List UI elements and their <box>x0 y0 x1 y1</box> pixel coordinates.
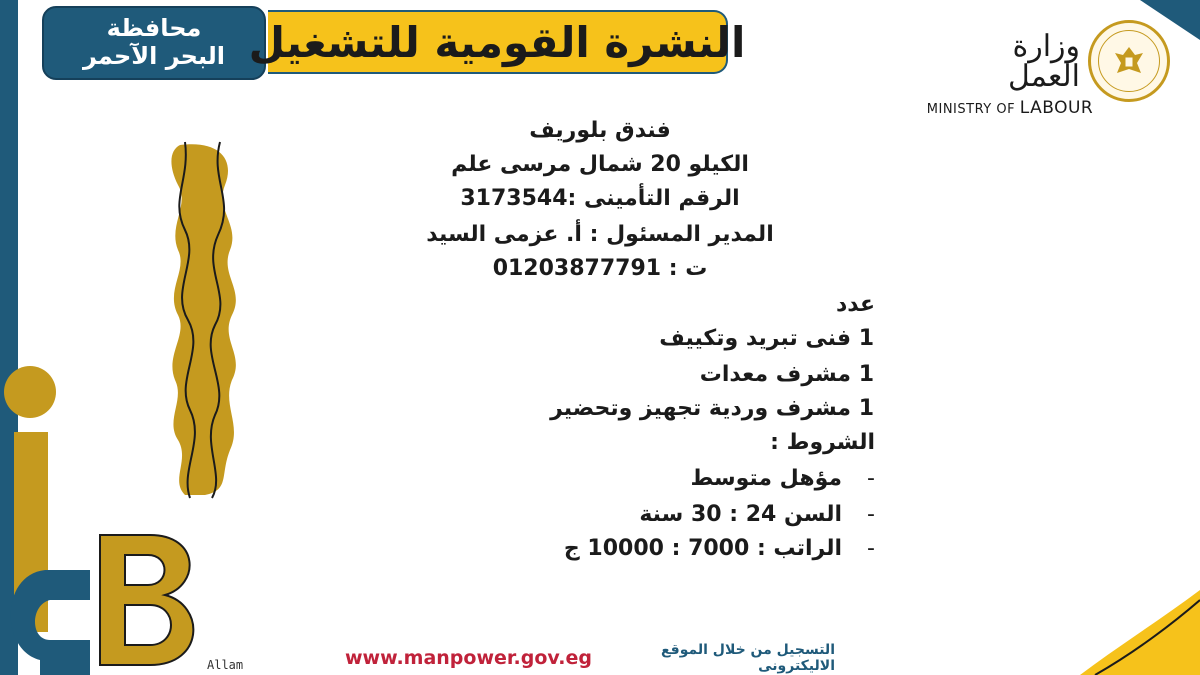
bullet-dash: - <box>867 466 875 491</box>
job-item-3: 1 مشرف وردية تجهيز وتحضير <box>550 396 874 421</box>
condition-item-2: السن 24 : 30 سنة <box>639 502 842 527</box>
logo-letters-decoration <box>0 360 210 675</box>
employer-location: الكيلو 20 شمال مرسى علم <box>451 152 749 177</box>
ministry-logo <box>926 29 1094 118</box>
title-banner <box>248 10 746 74</box>
website-link[interactable]: www.manpower.gov.eg <box>345 647 592 669</box>
phone-number: ت : 01203877791 <box>492 256 708 281</box>
governorate-badge <box>42 6 266 80</box>
job-item-1: 1 فنى تبريد وتكييف <box>659 326 874 351</box>
bullet-dash: - <box>867 502 875 527</box>
conditions-heading: الشروط : <box>770 430 875 455</box>
corner-curve-decoration <box>1080 590 1200 675</box>
page-title: النشرة القومية للتشغيل <box>248 17 746 67</box>
bullet-dash: - <box>867 536 875 561</box>
manager-name: المدير المسئول : أ. عزمى السيد <box>426 222 774 247</box>
author-credit: Allam <box>207 658 244 672</box>
ministry-name-english <box>927 98 1093 118</box>
governorate-line-2: البحر الآحمر <box>82 42 226 70</box>
job-item-2: 1 مشرف معدات <box>699 362 874 387</box>
condition-item-3: الراتب : 7000 : 10000 ج <box>563 536 842 561</box>
condition-item-1: مؤهل متوسط <box>690 466 842 491</box>
jobs-heading: عدد <box>835 292 875 317</box>
ministry-prefix: MINISTRY OF <box>926 102 1016 117</box>
ministry-main: LABOUR <box>1019 98 1094 118</box>
employer-name: فندق بلوريف <box>529 118 671 143</box>
ministry-name-arabic: وزارة العمل <box>1007 29 1080 94</box>
governorate-line-1: محافظة <box>106 14 202 43</box>
footer-label: التسجيل من خلال الموقع الاليكترونى <box>660 642 835 674</box>
insurance-number: الرقم التأمينى :3173544 <box>460 186 740 211</box>
footer <box>345 642 835 674</box>
ministry-seal-icon <box>1088 20 1170 102</box>
eagle-emblem-icon <box>1098 30 1160 92</box>
